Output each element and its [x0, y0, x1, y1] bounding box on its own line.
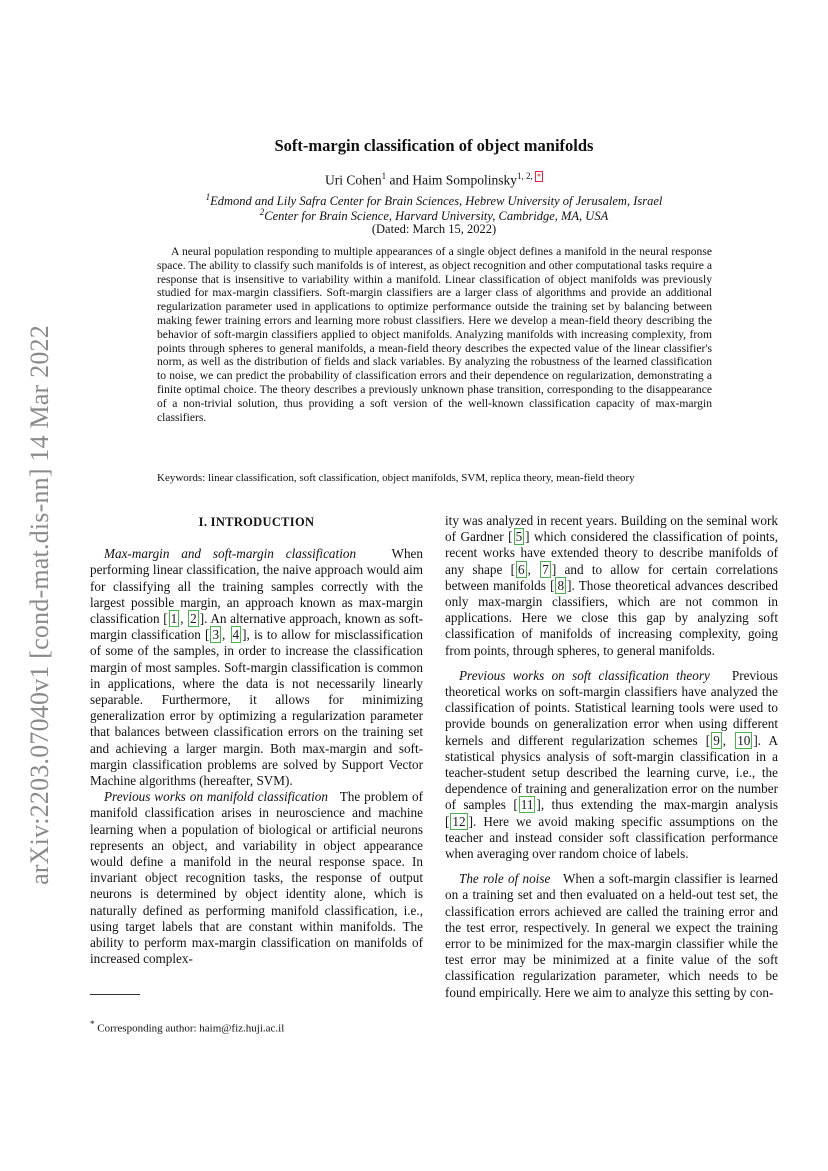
arxiv-identifier-stamp: [20, 315, 60, 895]
affiliation-sup: 2: [259, 207, 265, 217]
dated-line: (Dated: March 15, 2022): [371, 222, 497, 236]
paper-title: Soft-margin classification of object manifolds: [274, 136, 594, 155]
citation-link[interactable]: 11: [520, 797, 534, 813]
author-name: Haim Sompolinsky: [412, 172, 517, 188]
author-affiliation-sup: 1, 2, *: [517, 171, 541, 181]
citation-link[interactable]: 6: [518, 561, 525, 577]
run-in-heading: The role of noise: [459, 871, 551, 887]
citation-link[interactable]: 9: [713, 732, 720, 748]
run-in-heading: Previous works on manifold classification: [104, 789, 328, 805]
affiliation-text: Edmond and Lily Safra Center for Brain Sciences, Hebrew University of Jerusalem, Israel: [210, 194, 663, 209]
citation-link[interactable]: 12: [452, 813, 466, 829]
left-column: [90, 512, 423, 967]
citation-link[interactable]: 7: [542, 561, 549, 577]
author-affiliation-sup: 1: [381, 171, 387, 181]
citation-link[interactable]: 5: [515, 529, 523, 545]
corresponding-author-link[interactable]: *: [537, 172, 541, 181]
citation-link[interactable]: 1: [170, 611, 178, 627]
abstract: A neural population responding to multiple appearances of a single object defines a manifold in the neural response space. The ability to classify such manifolds is of interest, as object recognition and other computational tasks require a response that is insensitive to variability within a manifold. Linear classification of object manifolds was previously studied for max-margin classifiers. Soft-margin classifiers are a larger class of algorithms and provide an additional regularization parameter used in applications to optimize performance outside the training set by balancing between making fewer training errors and learning more robust classifiers. Here we develop a mean-field theory describing the behavior of soft-margin classifiers applied to object manifolds. Analyzing manifolds with increasing complexity, from points through spheres to general manifolds, a mean-field theory describes the expected value of the linear classifier's norm, as well as the distribution of fields and slack variables. By analyzing the robustness of the learned classification to noise, we can predict the probability of classification errors and their dependence on regularization, demonstrating a finite optimal choice. The theory describes a previously unknown phase transition, corresponding to the disappearance of a non-trivial solution, thus providing a soft version of the well-known classification capacity of max-margin classifiers.: [157, 245, 712, 424]
footnote-rule: [90, 994, 140, 995]
citation-link[interactable]: 3: [212, 627, 220, 643]
citation-link[interactable]: 4: [232, 627, 240, 643]
paragraph: ity was analyzed in recent years. Building on the seminal work of Gardner [ 5 ] which considered the classification of points, recent works have extended theory to describe manifolds of any shape [ 6 , 7 ] and to allow for certain correlations between manifolds [ 8 ]. Those theoretical advances described only max-margin classifiers, which are not common in applications. Here we close this gap by analyzing soft classification of manifolds of increasing complexity, going from points, through spheres, to general manifolds.: [445, 513, 779, 658]
paragraph: Previous works on manifold classification The problem of manifold classification arises in neuroscience and machine learning when a population of biological or artificial neurons represents an object, and variability in object appearance would define a manifold in the neural response space. In invariant object recognition tasks, the response of output neurons is determined by object identity alone, which is naturally defined as performing manifold classification, i.e., using target labels that are constant within manifolds. The ability to perform max-margin classification on manifolds of increased complex-: [90, 789, 423, 967]
run-in-heading: Previous works on soft classification theory: [459, 667, 710, 683]
affiliation-text: Center for Brain Science, Harvard University, Cambridge, MA, USA: [264, 209, 609, 224]
author-connector: and: [389, 172, 409, 188]
author-name: Uri Cohen: [324, 172, 382, 188]
paragraph: Previous works on soft classification theory Previous theoretical works on soft-margin classifiers have analyzed the classification of points. Statistical learning tools were used to provide bounds on generalization error when using different kernels and different regularization schemes [ 9 , 10 ]. A statistical physics analysis of soft-margin classification in a teacher-student setup described the learning curve, i.e., the dependence of training and generalization error on the number of samples [ 11 ], thus extending the max-margin analysis [ 12 ]. Here we avoid making specific assumptions on the teacher and instead consider soft classification performance when averaging over random choice of labels.: [445, 667, 779, 862]
run-in-heading: Max-margin and soft-margin classification: [104, 546, 357, 562]
footnote: [90, 1019, 423, 1035]
paragraph: The role of noise When a soft-margin classifier is learned on a training set and then evaluated on a held-out test set, the classification errors achieved are called the training error and the test error, respectively. In general we expect the training error to be minimized for the max-margin classifier while the test error may be minimized at a finite value of the soft classification regularization parameter, which needs to be found empirically. Here we aim to analyze this setting by con-: [445, 871, 779, 1000]
footnote-text: Corresponding author: haim@fiz.huji.ac.il: [97, 1022, 285, 1035]
citation-link[interactable]: 8: [557, 577, 565, 593]
footnote-mark: *: [90, 1019, 95, 1029]
citation-link[interactable]: 10: [737, 732, 751, 748]
arxiv-identifier-text: arXiv:2203.07040v1 [cond-mat.dis-nn] 14 Mar 2022: [25, 325, 54, 885]
affiliation-sup: 1: [205, 192, 211, 202]
citation-link[interactable]: 2: [190, 611, 197, 627]
paragraph: Max-margin and soft-margin classification When performing linear classification, the naive approach would aim for classifying all the training samples correctly with the largest possible margin, an approach known as max-margin classification [ 1 , 2 ]. An alternative approach, known as soft-margin classification [ 3 , 4 ], is to allow for misclassification of some of the samples, in order to increase the classification margin of most samples. Soft-margin classification is common in applications, where the data is not necessarily linearly separable. Furthermore, it allows for minimizing generalization error by optimizing a regularization parameter that balances between classification errors on the training set and achieving a larger margin. Both max-margin and soft-margin classification problems are solved by Support Vector Machine algorithms (hereafter, SVM).: [90, 546, 424, 789]
keywords: Keywords: linear classification, soft classification, object manifolds, SVM, replica theory, mean-field theory: [157, 472, 635, 484]
right-column: [445, 513, 778, 1001]
section-heading: I. INTRODUCTION: [198, 515, 315, 529]
author-line: [150, 171, 718, 189]
